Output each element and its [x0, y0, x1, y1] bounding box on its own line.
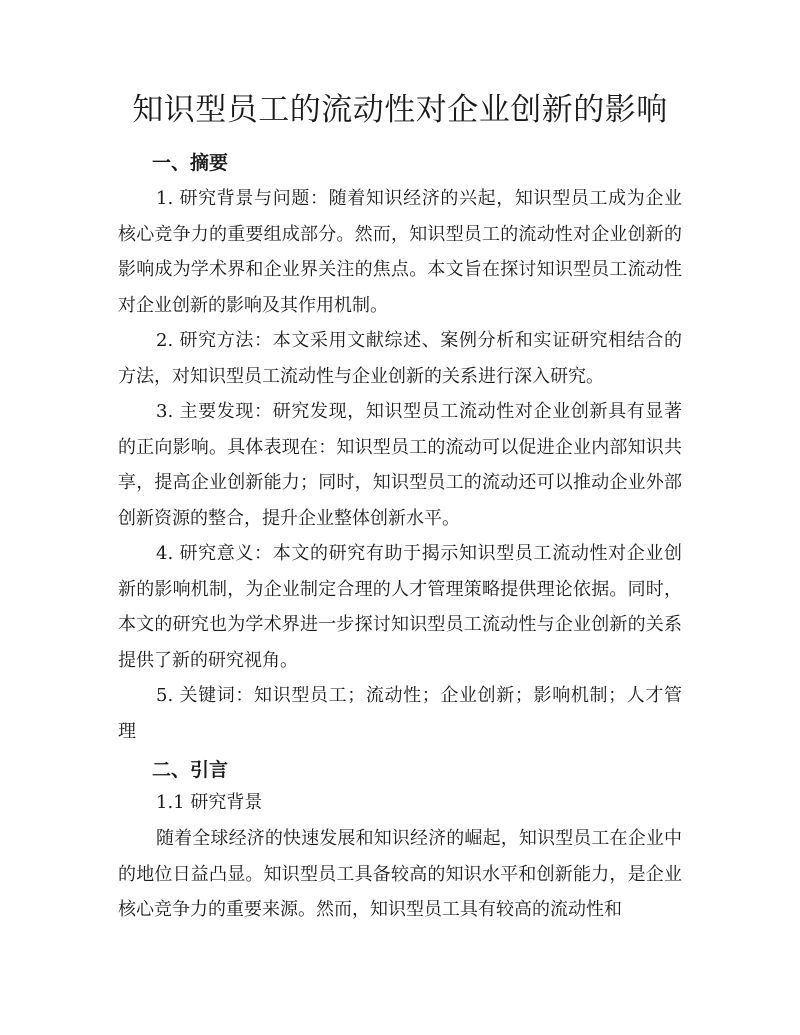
- section-heading-abstract: 一、摘要: [152, 152, 229, 174]
- abstract-item-significance: 4. 研究意义：本文的研究有助于揭示知识型员工流动性对企业创新的影响机制，为企业制定合理的人才管理策略提供理论依据。同时，本文的研究也为学术界进一步探讨知识型员工流动性与企业创新的关系提供了新的研究视角。: [118, 543, 682, 671]
- abstract-item-keywords: 5. 关键词：知识型员工；流动性；企业创新；影响机制；人才管理: [118, 685, 682, 742]
- section-heading-introduction: 二、引言: [152, 759, 229, 781]
- document-title: 知识型员工的流动性对企业创新的影响: [132, 92, 668, 128]
- abstract-item-background: 1. 研究背景与问题：随着知识经济的兴起，知识型员工成为企业核心竞争力的重要组成部分。然而，知识型员工的流动性对企业创新的影响成为学术界和企业界关注的焦点。本文旨在探讨知识型员工流动性对企业创新的影响及其作用机制。: [118, 188, 682, 316]
- abstract-item-findings: 3. 主要发现：研究发现，知识型员工流动性对企业创新具有显著的正向影响。具体表现在：知识型员工的流动可以促进企业内部知识共享，提高企业创新能力；同时，知识型员工的流动还可以推动企业外部创新资源的整合，提升企业整体创新水平。: [118, 401, 682, 529]
- abstract-item-method: 2. 研究方法：本文采用文献综述、案例分析和实证研究相结合的方法，对知识型员工流动性与企业创新的关系进行深入研究。: [118, 330, 682, 387]
- subsection-heading-background: 1.1 研究背景: [156, 792, 263, 813]
- introduction-paragraph: 随着全球经济的快速发展和知识经济的崛起，知识型员工在企业中的地位日益凸显。知识型员工具备较高的知识水平和创新能力，是企业核心竞争力的重要来源。然而，知识型员工具有较高的流动性和: [118, 828, 682, 920]
